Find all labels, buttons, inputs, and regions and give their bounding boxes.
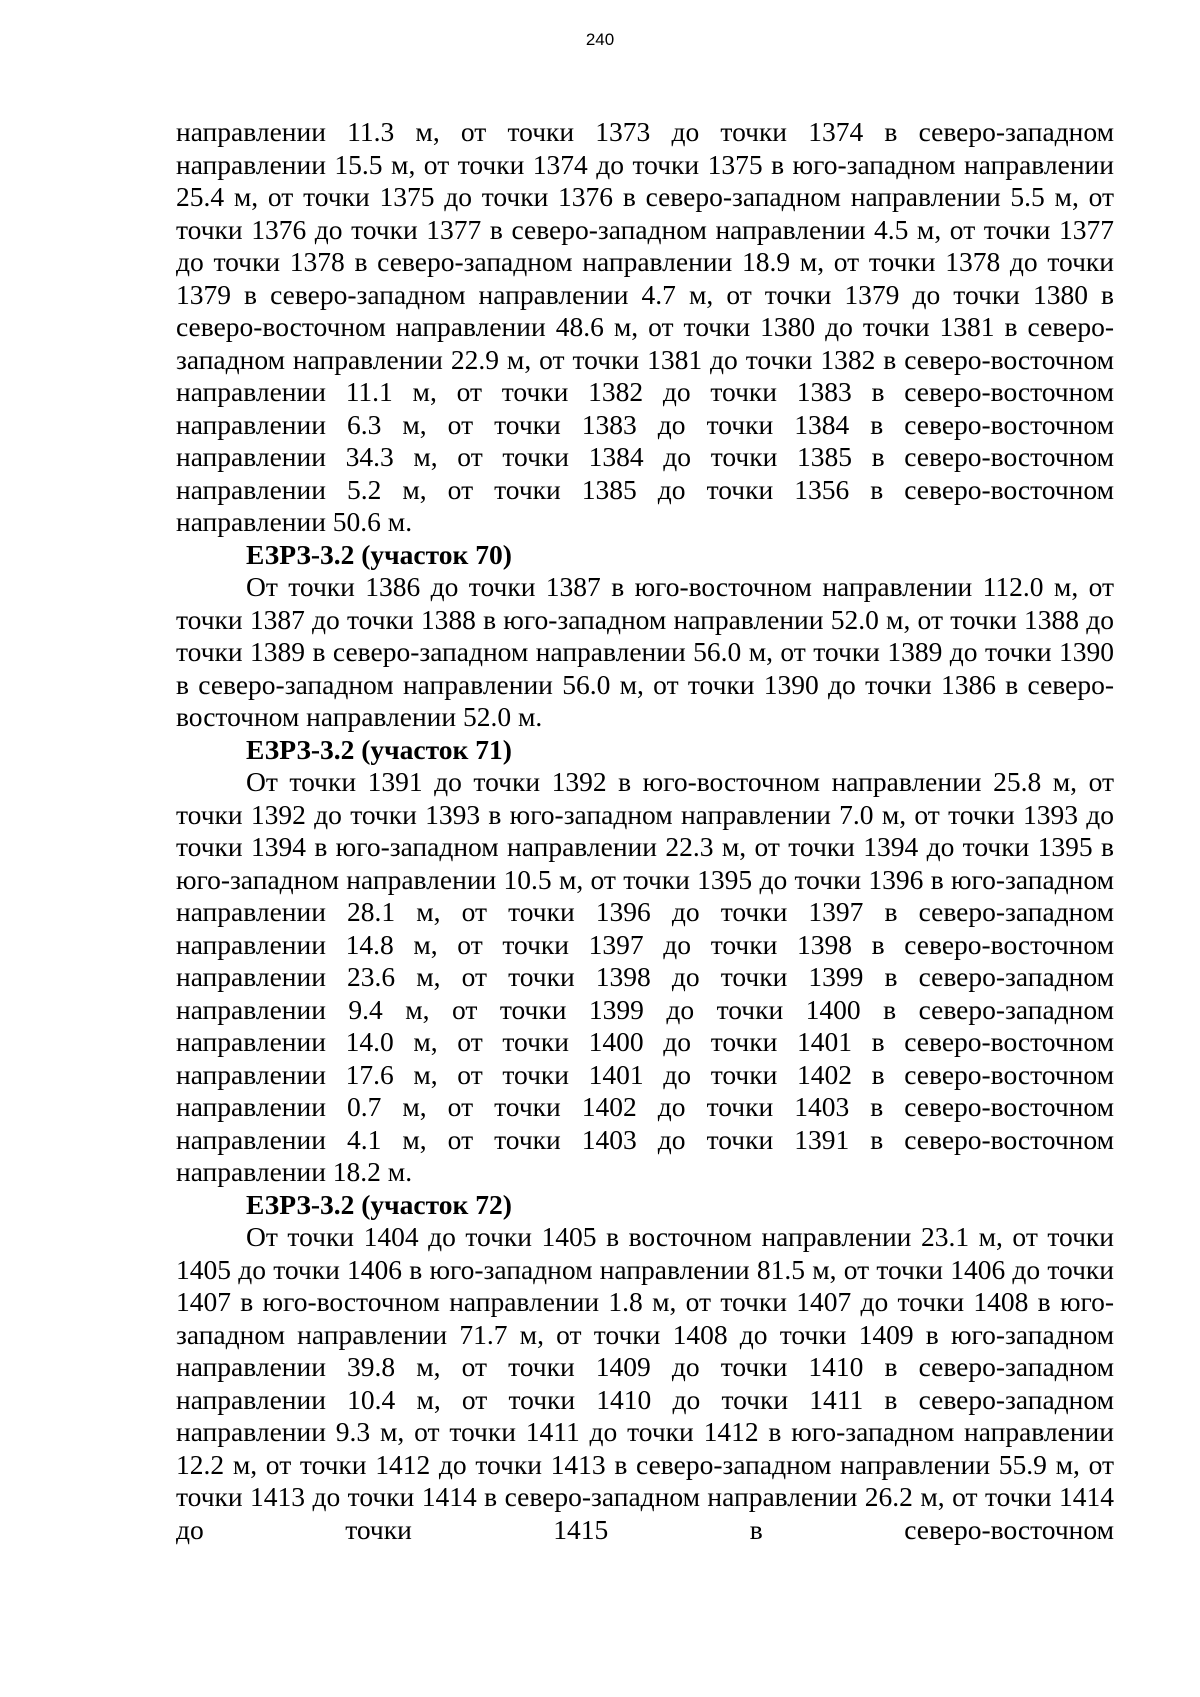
section-text-plot-72: От точки 1404 до точки 1405 в восточном направлении 23.1 м, от точки 1405 до точки 1406 в юго-западном направлении 81.5 м, от точки 1406 до точки 1407 в юго-восточном направлении 1.8 м, от точки 1407 до точки 1408 в юго-западном направлении 71.7 м, от точки 1408 до точки 1409 в юго-западном направлении 39.8 м, от точки 1409 до точки 1410 в северо-западном направлении 10.4 м, от точки 1410 до точки 1411 в северо-западном направлении 9.3 м, от точки 1411 до точки 1412 в юго-западном направлении 12.2 м, от точки 1412 до точки 1413 в северо-западном направлении 55.9 м, от точки 1413 до точки 1414 в северо-западном направлении 26.2 м, от точки 1414 до точки 1415 в северо-восточном	[176, 1221, 1114, 1545]
document-body	[176, 116, 1114, 1546]
section-heading-plot-71: ЕЗРЗ-3.2 (участок 71)	[246, 733, 512, 765]
continued-paragraph: направлении 11.3 м, от точки 1373 до точки 1374 в северо-западном направлении 15.5 м, от точки 1374 до точки 1375 в юго-западном направлении 25.4 м, от точки 1375 до точки 1376 в северо-западном направлении 5.5 м, от точки 1376 до точки 1377 в северо-западном направлении 4.5 м, от точки 1377 до точки 1378 в северо-западном направлении 18.9 м, от точки 1378 до точки 1379 в северо-западном направлении 4.7 м, от точки 1379 до точки 1380 в северо-восточном направлении 48.6 м, от точки 1380 до точки 1381 в северо-западном направлении 22.9 м, от точки 1381 до точки 1382 в северо-восточном направлении 11.1 м, от точки 1382 до точки 1383 в северо-восточном направлении 6.3 м, от точки 1383 до точки 1384 в северо-восточном направлении 34.3 м, от точки 1384 до точки 1385 в северо-восточном направлении 5.2 м, от точки 1385 до точки 1356 в северо-восточном направлении 50.6 м.	[176, 116, 1114, 537]
section-heading-plot-70: ЕЗРЗ-3.2 (участок 70)	[246, 538, 512, 570]
section-text-plot-70: От точки 1386 до точки 1387 в юго-восточном направлении 112.0 м, от точки 1387 до точки 1388 в юго-западном направлении 52.0 м, от точки 1388 до точки 1389 в северо-западном направлении 56.0 м, от точки 1389 до точки 1390 в северо-западном направлении 56.0 м, от точки 1390 до точки 1386 в северо-восточном направлении 52.0 м.	[176, 571, 1114, 732]
section-heading-plot-72: ЕЗРЗ-3.2 (участок 72)	[246, 1188, 512, 1220]
page-number: 240	[585, 30, 615, 49]
section-text-plot-71: От точки 1391 до точки 1392 в юго-восточном направлении 25.8 м, от точки 1392 до точки 1393 в юго-западном направлении 7.0 м, от точки 1393 до точки 1394 в юго-западном направлении 22.3 м, от точки 1394 до точки 1395 в юго-западном направлении 10.5 м, от точки 1395 до точки 1396 в юго-западном направлении 28.1 м, от точки 1396 до точки 1397 в северо-западном направлении 14.8 м, от точки 1397 до точки 1398 в северо-восточном направлении 23.6 м, от точки 1398 до точки 1399 в северо-западном направлении 9.4 м, от точки 1399 до точки 1400 в северо-западном направлении 14.0 м, от точки 1400 до точки 1401 в северо-восточном направлении 17.6 м, от точки 1401 до точки 1402 в северо-восточном направлении 0.7 м, от точки 1402 до точки 1403 в северо-восточном направлении 4.1 м, от точки 1403 до точки 1391 в северо-восточном направлении 18.2 м.	[176, 766, 1114, 1187]
